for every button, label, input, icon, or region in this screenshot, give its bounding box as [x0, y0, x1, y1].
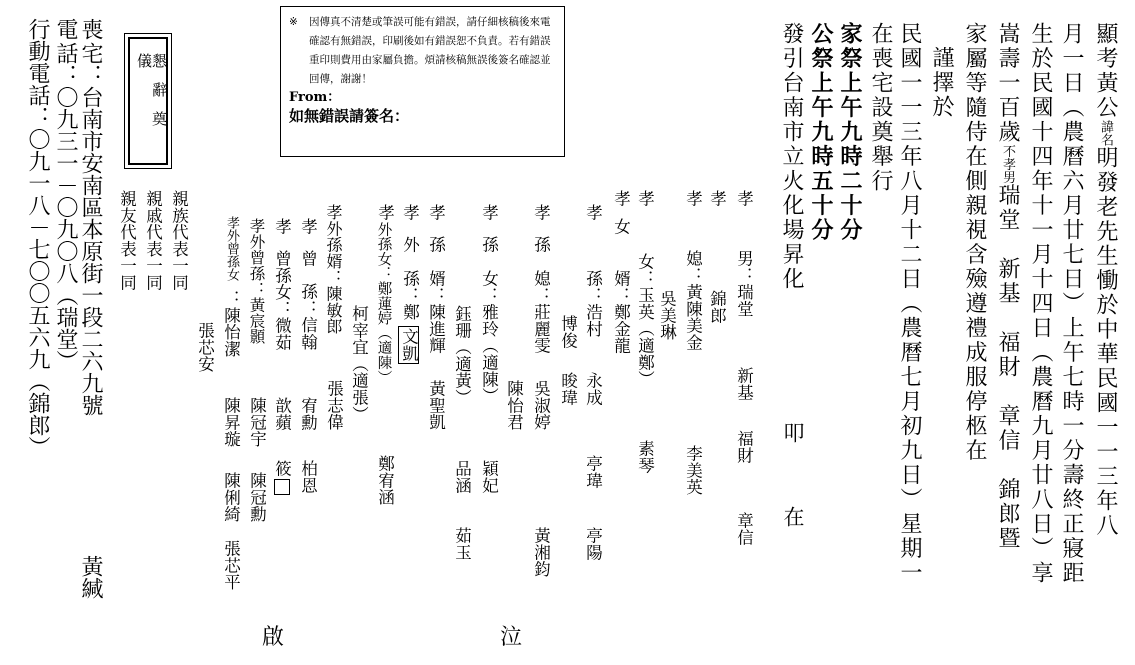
reference-mark-icon: ※ — [289, 16, 298, 28]
family-c9b: 孫 — [531, 236, 551, 253]
family-c16: 柯宰宜（適張） — [349, 305, 369, 423]
family-c13b: 孫 — [426, 236, 446, 253]
notice-box — [280, 6, 565, 157]
main-line-3: 生於民國十四年十一月十四日（農曆九月廿八日）享 — [1028, 22, 1053, 586]
family-c23: 親族代表一同 — [169, 190, 189, 291]
notice-text: 因傳真不清楚或筆誤可能有錯誤，請仔細核稿後來電確認有無錯誤，印刷後如有錯誤恕不負責。若有錯誤重印則費用由家屬負擔。煩請核稿無誤後簽名確認並回傳，謝謝！ — [309, 16, 551, 85]
family-c21d: 陳俐綺 — [221, 472, 241, 523]
family-c25: 親友代表一同 — [117, 190, 137, 291]
main-line-11: 發引台南市立火化場昇化 — [779, 22, 804, 292]
family-c17a: 孝外孫婿：陳敏郎 — [324, 204, 343, 335]
family-c1d: 福財 — [734, 430, 754, 464]
family-c3c: 李美英 — [683, 445, 703, 496]
family-c1b: 男：瑞堂 — [734, 250, 754, 318]
family-c11c: 女：雅玲（適陳） — [479, 270, 499, 405]
main-line-9: 家祭上午九時二十分 — [837, 22, 863, 243]
family-c12b: 品涵 — [452, 460, 472, 494]
main-line-1: 顯考黃公諱名明發老先生慟於中華民國一一三年八 — [1093, 22, 1118, 538]
family-c1a: 孝 — [734, 190, 754, 207]
family-c21c: 陳昇璇 — [221, 397, 241, 448]
family-c8b: 晙瑋 — [558, 372, 578, 406]
notice-from: From： — [289, 90, 341, 105]
family-c14c: 孫：鄭 — [400, 270, 420, 321]
family-c15b: 外孫女：鄭蓮婷（適陳） — [375, 222, 392, 385]
family-c19a: 孝 — [272, 218, 292, 235]
family-c20a: 孝外曾孫：黃宸顥 — [247, 218, 266, 345]
family-c21b: ：陳怡潔 — [221, 290, 241, 358]
family-c18b: 曾 — [298, 250, 318, 267]
family-c10: 陳怡君 — [504, 380, 524, 431]
family-c7d: 亭瑋 — [583, 455, 603, 489]
family-c18e: 柏恩 — [298, 460, 318, 494]
family-c12c: 茹玉 — [452, 527, 472, 561]
plaque-text: 懇辭奠儀 — [135, 53, 168, 140]
family-c19b: 曾孫女：微茹 — [272, 250, 292, 351]
family-c20c: 陳冠勳 — [247, 472, 267, 523]
family-c1c: 新基 — [734, 367, 754, 401]
family-c17b: 張志偉 — [324, 380, 344, 431]
qi-char: 泣 — [500, 625, 523, 650]
family-c2a: 孝 — [707, 190, 727, 207]
main-line-2: 月一日（農曆六月廿七日）上午七時一分壽終正寢距 — [1059, 22, 1084, 586]
family-c13a: 孝 — [426, 204, 446, 221]
family-c18c: 孫：信翰 — [298, 283, 318, 351]
family-c9c: 媳：莊麗雯 — [531, 270, 551, 354]
main-line-7: 民國一一三年八月十二日（農曆七月初九日）星期一 — [897, 22, 922, 586]
family-c19d: 筱 — [273, 460, 290, 495]
blank-box — [274, 479, 290, 495]
family-c7e: 亭陽 — [583, 527, 603, 561]
family-c14b: 外 — [400, 236, 420, 253]
family-c12a: 鈺珊（適黃） — [452, 305, 472, 406]
family-c8a: 博俊 — [558, 315, 578, 349]
family-c20b: 陳冠宇 — [247, 397, 267, 448]
mobile-char: 電 — [53, 18, 78, 40]
ming-text: 名 — [1098, 133, 1113, 146]
family-c15a: 孝 — [375, 204, 395, 221]
family-c7c: 永成 — [583, 372, 603, 406]
family-c5a: 孝 — [635, 190, 655, 207]
main-line-10: 公祭上午九時五十分 — [808, 22, 834, 243]
main-line-5: 家屬等隨侍在側親視含殮遵禮成服停柩在 — [962, 22, 987, 463]
family-c7b: 孫：浩村 — [583, 270, 603, 338]
plaque-box — [124, 33, 172, 169]
family-c15c: 鄭宥涵 — [375, 455, 395, 506]
family-c19c: 歆蘋 — [272, 397, 292, 431]
funeral-char: 喪 — [78, 18, 103, 40]
family-c3a: 孝 — [683, 190, 703, 207]
family-c13d: 黃聖凱 — [426, 380, 446, 431]
family-c9e: 黃湘鈞 — [531, 527, 551, 578]
huang-yu: 黃緘 — [78, 555, 103, 599]
family-c4: 吳美琳 — [657, 290, 677, 341]
deceased-name: 明發老先生慟於中華民國一一三年八 — [1093, 146, 1118, 538]
hui-text: 諱 — [1098, 120, 1113, 133]
family-c14d: 文凱 — [399, 328, 419, 362]
family-c21e: 張芯平 — [221, 540, 241, 591]
kou-zai: 叩 在 — [781, 422, 805, 527]
main-line-4: 嵩壽一百歲不孝男瑞堂 新基 福財 章信 錦郎暨 — [995, 22, 1020, 551]
address-home: 宅：台南市安南區本原街一段二六九號 — [78, 42, 103, 416]
notice-sign[interactable]: 如無錯誤請簽名： — [289, 107, 410, 125]
family-c24: 親戚代表一同 — [143, 190, 163, 291]
main-line-6: 謹擇於 — [929, 46, 954, 120]
family-c9a: 孝 — [531, 204, 551, 221]
family-c11b: 孫 — [479, 236, 499, 253]
family-c11a: 孝 — [479, 204, 499, 221]
family-c9d: 吳淑婷 — [531, 380, 551, 431]
family-c18a: 孝 — [298, 218, 318, 235]
main-line-8: 在喪宅設奠舉行 — [868, 22, 893, 194]
family-c22: 張芯安 — [195, 322, 215, 373]
family-c13c: 婿：陳進輝 — [426, 270, 446, 354]
family-c14a: 孝 — [400, 204, 420, 221]
family-c2b: 錦郎 — [707, 290, 727, 324]
address-home-phone: 話：〇九三一－〇九〇八（瑞堂） — [53, 42, 78, 372]
family-c6c: 婿：鄭金龍 — [611, 270, 631, 354]
family-c21a: 孝外曾孫女 — [224, 216, 239, 281]
family-c3b: 媳：黃陳美金 — [683, 250, 703, 351]
family-c6a: 孝 — [611, 190, 631, 207]
family-c11d: 穎妃 — [479, 460, 499, 494]
sons-line: 瑞堂 新基 福財 章信 錦郎暨 — [995, 183, 1020, 551]
qi2-char: 啟 — [262, 625, 285, 650]
family-c7a: 孝 — [583, 204, 603, 221]
family-c5c: 素琴 — [635, 440, 655, 474]
family-c18d: 宥勳 — [298, 397, 318, 431]
plaque-inner — [128, 37, 168, 165]
family-c6b: 女 — [611, 218, 631, 235]
buxiao-nan-text: 不孝男 — [1000, 144, 1015, 184]
family-c5b: 女：玉英（適鄭） — [635, 253, 655, 388]
family-c1e: 章信 — [734, 512, 754, 546]
address-action-phone: 行動電話：〇九一八－七〇〇五六九（錦郎） — [25, 18, 50, 458]
